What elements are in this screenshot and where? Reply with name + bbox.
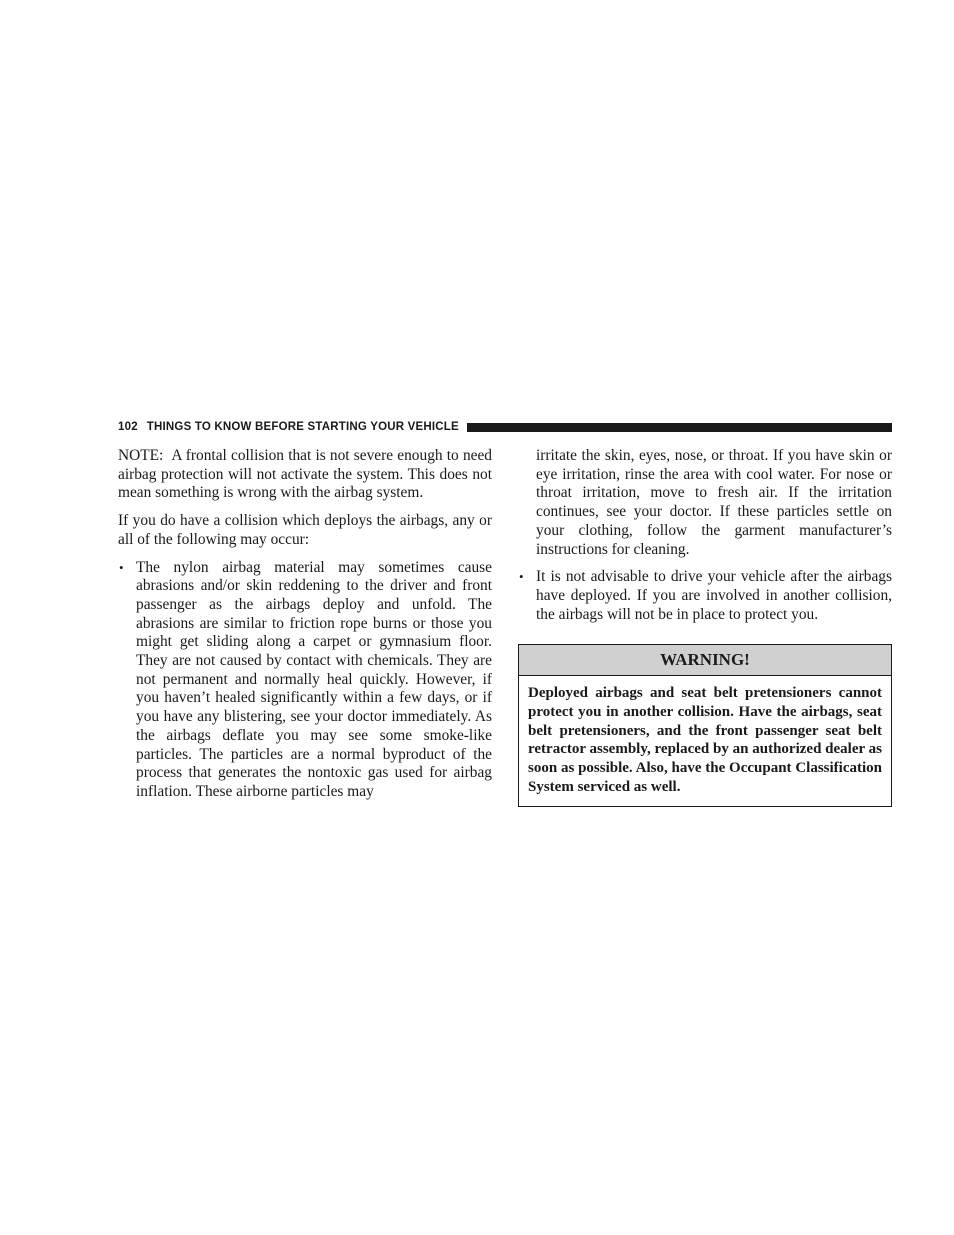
right-column — [518, 447, 892, 807]
list-item — [118, 559, 492, 802]
intro-paragraph: If you do have a collision which deploys the airbags, any or all of the following may occur: — [118, 512, 492, 548]
warning-title: WARNING! — [519, 645, 891, 676]
page-header — [118, 419, 892, 435]
note-paragraph — [118, 447, 492, 503]
warning-box — [518, 644, 892, 806]
note-label: NOTE: — [118, 447, 164, 464]
effects-list-continued — [518, 568, 892, 624]
bullet-continuation: irritate the skin, eyes, nose, or throat. If you have skin or eye irritation, rinse the area with cool water. For nose or throat irritation, move to fresh air. If the irritation continues, see your doctor. If these particles settle on your clothing, follow the garment manufacturer’s instructions for cleaning. — [536, 447, 892, 558]
bullet-text: The nylon airbag material may sometimes cause abrasions and/or skin reddening to the driver and front passenger as the airbags deploy and unfold. The abrasions are similar to friction rope burns or those you might get sliding along a carpet or gymnasium floor. They are not caused by contact with chemicals. They are not permanent and normally heal quickly. However, if you haven’t healed significantly within a few days, or if you have any blistering, see your doctor immediately. As the airbags deflate you may see some smoke-like particles. The particles are a normal byproduct of the process that generates the nontoxic gas used for airbag inflation. These airborne particles may — [136, 558, 492, 800]
bullet-icon: • — [119, 559, 124, 575]
section-title: THINGS TO KNOW BEFORE STARTING YOUR VEHICLE — [146, 421, 459, 433]
header-rule — [467, 423, 892, 432]
left-column — [118, 447, 492, 811]
note-text: A frontal collision that is not severe enough to need airbag protection will not activate the system. This does not mean something is wrong with the airbag system. — [118, 447, 492, 502]
bullet-text: It is not advisable to drive your vehicle after the airbags have deployed. If you are involved in another collision, the airbags will not be in place to protect you. — [536, 568, 892, 623]
list-item — [518, 568, 892, 624]
warning-text: Deployed airbags and seat belt pretensioners cannot protect you in another collision. Have the airbags, seat belt pretensioners, and the front passenger seat belt retractor assembly, replaced by an authorized dealer as soon as possible. Also, have the Occupant Classification System serviced as well. — [528, 685, 882, 795]
page-number: 102 — [118, 421, 138, 433]
effects-list — [118, 559, 492, 802]
bullet-icon: • — [519, 569, 524, 585]
